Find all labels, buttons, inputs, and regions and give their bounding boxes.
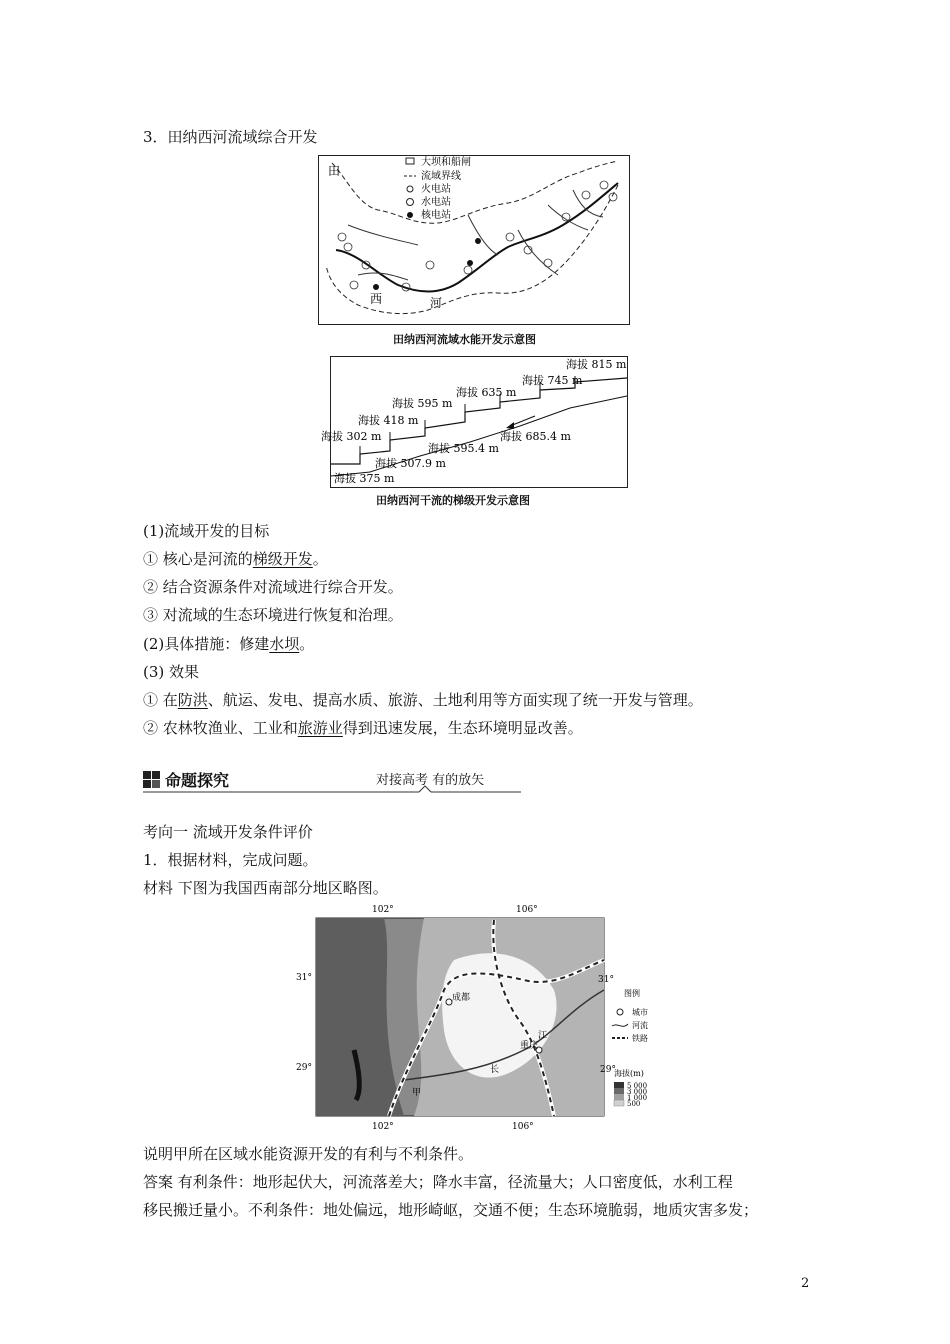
effects-title: (3) 效果 bbox=[143, 663, 200, 681]
lat-29-left: 29° bbox=[296, 1063, 312, 1073]
elev-swatch-3 bbox=[614, 1094, 624, 1100]
label-302: 海拔 302 m bbox=[321, 430, 382, 443]
label-xi: 西 bbox=[370, 292, 383, 306]
label-635: 海拔 635 m bbox=[456, 386, 517, 399]
label-507-9: 海拔 507.9 m bbox=[375, 457, 446, 470]
profile-labels bbox=[321, 357, 627, 485]
lat-29-right: 29° bbox=[600, 1065, 616, 1075]
underlined-term: 梯级开发 bbox=[252, 550, 313, 568]
map-frame bbox=[319, 156, 630, 325]
cascade-profile-diagram bbox=[321, 356, 628, 488]
tennessee-basin-map bbox=[318, 155, 630, 325]
goal-item-1: ① 核心是河流的梯级开发。 bbox=[143, 550, 328, 568]
label-jiang: 江 bbox=[538, 1031, 548, 1041]
map2-legend bbox=[612, 988, 648, 1108]
label-685: 海拔 685.4 m bbox=[500, 430, 571, 443]
map1-caption: 田纳西河流域水能开发示意图 bbox=[393, 333, 536, 346]
label-chengdu: 成都 bbox=[452, 993, 471, 1003]
lon-102-bottom: 102° bbox=[372, 1122, 394, 1132]
profile-svg bbox=[321, 356, 628, 488]
southwest-china-map bbox=[294, 900, 660, 1132]
legend-nuclear: 核电站 bbox=[421, 210, 451, 221]
river-legend-icon bbox=[612, 1024, 628, 1026]
basin-map-svg bbox=[318, 155, 630, 325]
label-595: 海拔 595 m bbox=[392, 397, 453, 410]
elev-3000: 3 000 bbox=[627, 1088, 648, 1096]
legend-title: 图例 bbox=[624, 989, 640, 998]
legend-boundary: 流域界线 bbox=[421, 171, 461, 182]
section-subtitle: 对接高考 有的放矢 bbox=[376, 773, 485, 788]
lon-106-top: 106° bbox=[516, 905, 538, 915]
section-title: 命题探究 bbox=[165, 771, 230, 790]
label-815: 海拔 815 m bbox=[566, 358, 627, 371]
city-legend-icon bbox=[617, 1009, 623, 1015]
underlined-term: 旅游业 bbox=[297, 719, 343, 737]
label-418: 海拔 418 m bbox=[358, 414, 419, 427]
question-1: 1．根据材料，完成问题。 bbox=[143, 851, 318, 869]
heading: 3．田纳西河流域综合开发 bbox=[143, 128, 318, 146]
underlined-term: 防洪 bbox=[177, 691, 208, 709]
legend-thermal: 火电站 bbox=[421, 184, 451, 195]
legend-hydro: 水电站 bbox=[421, 197, 451, 208]
label-he: 河 bbox=[430, 296, 443, 310]
label-jia: 甲 bbox=[412, 1088, 422, 1098]
lon-102-top: 102° bbox=[372, 905, 394, 915]
question-direction: 考向一 流域开发条件评价 bbox=[143, 823, 313, 841]
goals-title: (1)流域开发的目标 bbox=[143, 522, 270, 540]
goal-item-3: ③ 对流域的生态环境进行恢复和治理。 bbox=[143, 606, 403, 624]
label-745: 海拔 745 m bbox=[522, 374, 583, 387]
goal-item-2: ② 结合资源条件对流域进行综合开发。 bbox=[143, 578, 403, 596]
label-tian: 田 bbox=[328, 164, 341, 178]
lat-31-left: 31° bbox=[296, 973, 312, 983]
nuclear-station-icon bbox=[407, 212, 413, 218]
profile-caption: 田纳西河干流的梯级开发示意图 bbox=[376, 494, 530, 507]
lon-106-bottom: 106° bbox=[512, 1122, 534, 1132]
sw-map-svg bbox=[294, 900, 660, 1132]
answer-line-1: 答案 有利条件：地形起伏大，河流落差大；降水丰富，径流量大；人口密度低，水利工程 bbox=[143, 1173, 733, 1191]
effect-item-1: ① 在防洪、航运、发电、提高水质、旅游、土地利用等方面实现了统一开发与管理。 bbox=[143, 691, 703, 709]
legend-river: 河流 bbox=[632, 1021, 648, 1030]
legend-dam: 大坝和船闸 bbox=[421, 157, 471, 168]
label-595-4: 海拔 595.4 m bbox=[428, 442, 499, 455]
elev-swatch-4 bbox=[614, 1100, 624, 1106]
legend-city: 城市 bbox=[632, 1008, 648, 1017]
elev-1000: 1 000 bbox=[627, 1094, 648, 1102]
underlined-term: 水坝 bbox=[269, 635, 300, 653]
measures: (2)具体措施：修建水坝。 bbox=[143, 635, 315, 653]
lat-31-right: 31° bbox=[598, 975, 614, 985]
material: 材料 下图为我国西南部分地区略图。 bbox=[143, 879, 388, 897]
elev-swatch-2 bbox=[614, 1088, 624, 1094]
elev-swatch-1 bbox=[614, 1082, 624, 1088]
label-chongqing: 重庆 bbox=[520, 1041, 539, 1051]
label-375: 海拔 375 m bbox=[334, 472, 395, 485]
effect-item-2: ② 农林牧渔业、工业和旅游业得到迅速发展，生态环境明显改善。 bbox=[143, 719, 583, 737]
elev-500: 500 bbox=[627, 1100, 641, 1108]
question-prompt: 说明甲所在区域水能资源开发的有利与不利条件。 bbox=[143, 1145, 474, 1163]
elev-title: 海拔(m) bbox=[614, 1069, 644, 1078]
flow-arrow-head bbox=[506, 422, 514, 429]
legend-railway: 铁路 bbox=[632, 1034, 648, 1043]
answer-line-2: 移民搬迁量小。不利条件：地处偏远，地形崎岖，交通不便；生态环境脆弱，地质灾害多发； bbox=[143, 1201, 759, 1219]
page-number: 2 bbox=[801, 1276, 810, 1291]
section-header bbox=[143, 768, 523, 794]
label-chang: 长 bbox=[490, 1065, 500, 1075]
elev-5000: 5 000 bbox=[627, 1082, 648, 1090]
